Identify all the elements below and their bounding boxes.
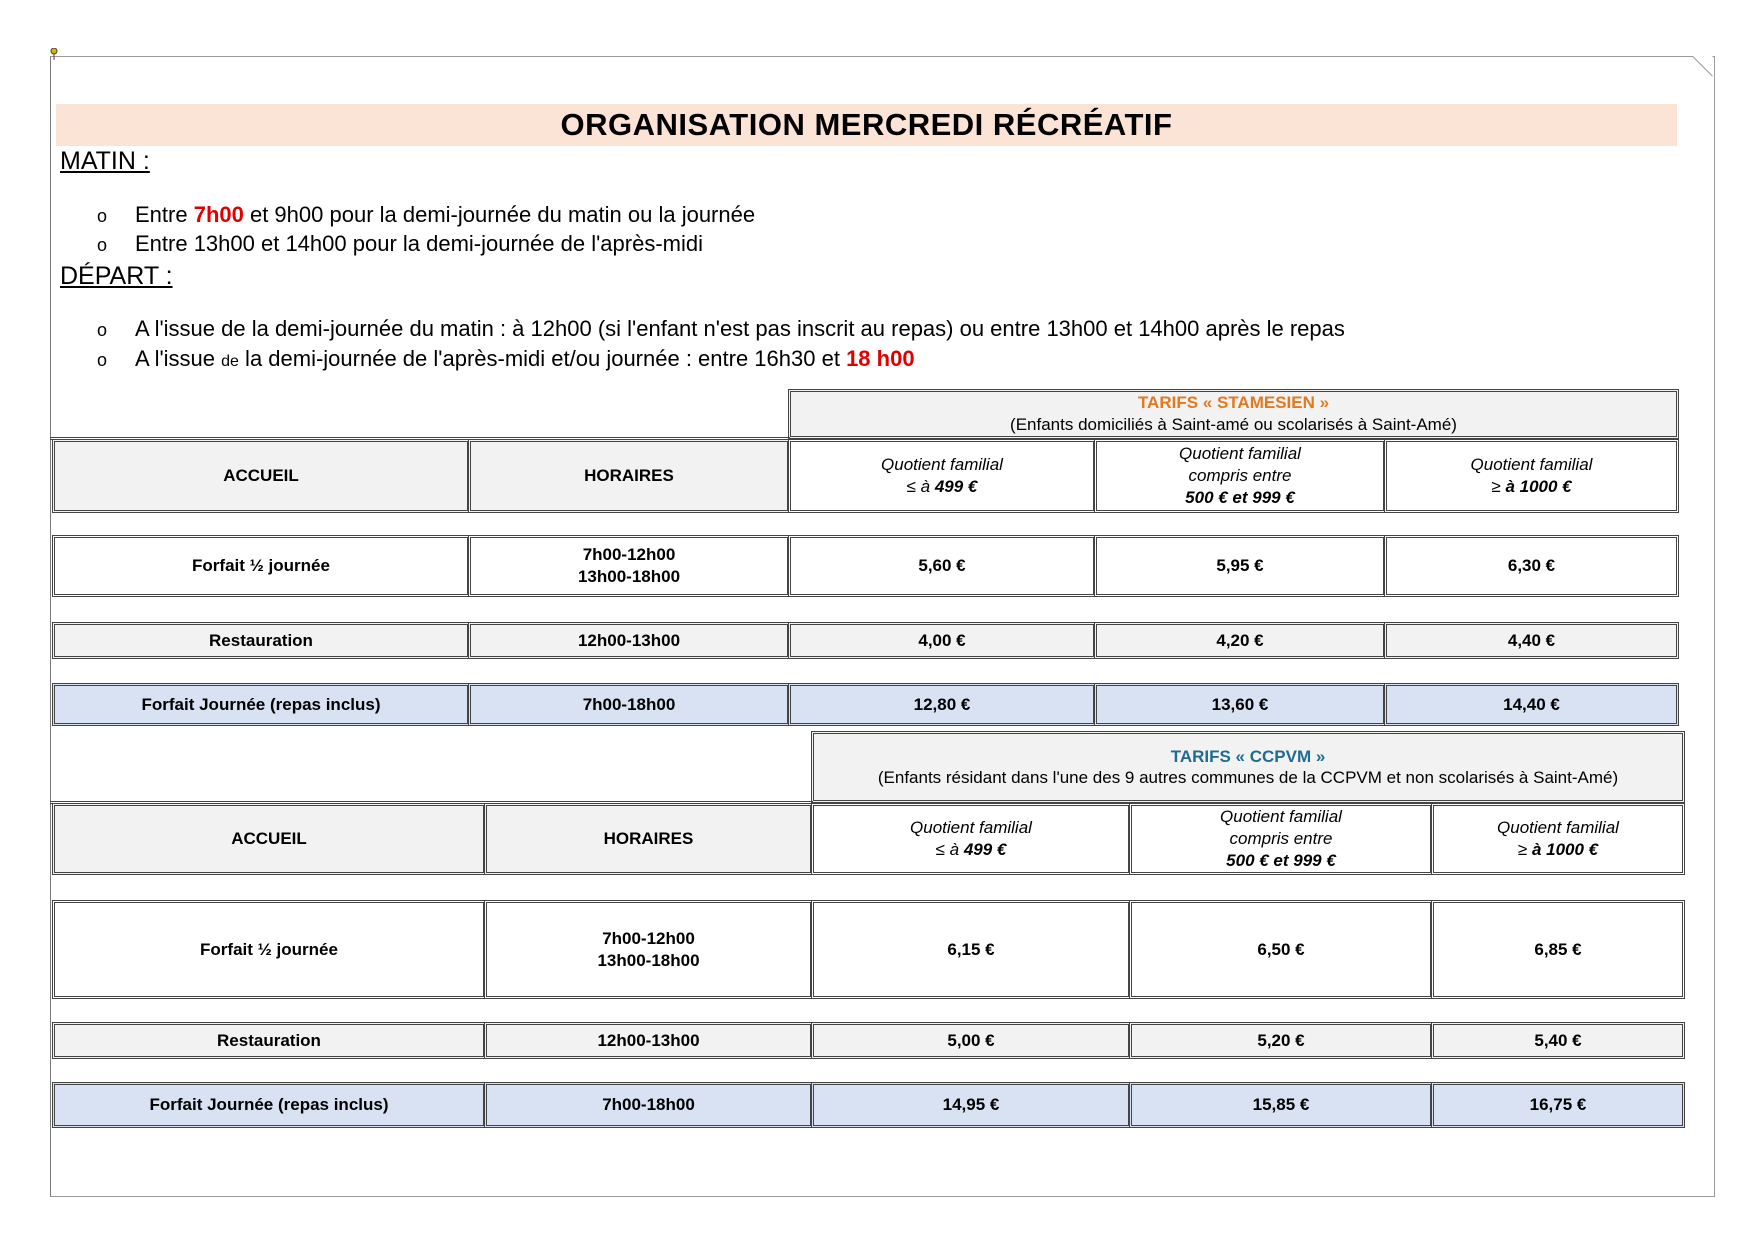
q2-label: Quotient familial xyxy=(1220,807,1342,826)
tarif-subtitle: (Enfants domiciliés à Saint-amé ou scolarisés à Saint-Amé) xyxy=(1010,415,1457,434)
col-quotient-2 xyxy=(1129,803,1433,875)
matin-bullet-2 xyxy=(97,231,703,257)
price-q2: 13,60 € xyxy=(1094,683,1386,726)
price-q3: 4,40 € xyxy=(1384,622,1679,659)
col-quotient-1 xyxy=(811,803,1131,875)
matin-heading: MATIN : xyxy=(60,147,150,175)
bullet-icon: o xyxy=(97,320,108,340)
depart-line2-de: de xyxy=(221,353,239,370)
depart-bullet-1 xyxy=(97,316,1345,342)
price-q3: 16,75 € xyxy=(1431,1082,1685,1128)
row-label: Forfait Journée (repas inclus) xyxy=(52,1082,486,1128)
col-accueil: ACCUEIL xyxy=(52,439,470,513)
tarif-header xyxy=(788,389,1679,439)
page-title: ORGANISATION MERCREDI RÉCRÉATIF xyxy=(560,107,1173,142)
matin-line1-time: 7h00 xyxy=(193,202,244,227)
q3-prefix: ≥ xyxy=(1491,477,1506,496)
row-horaires: 12h00-13h00 xyxy=(468,622,790,659)
row-horaires: 12h00-13h00 xyxy=(484,1022,813,1059)
horaire-2: 13h00-18h00 xyxy=(597,950,700,970)
q3-label: Quotient familial xyxy=(1497,818,1619,837)
tarif-header xyxy=(811,731,1685,803)
bullet-icon: o xyxy=(97,235,108,255)
price-q2: 4,20 € xyxy=(1094,622,1386,659)
depart-bullet-2 xyxy=(97,346,915,372)
q2-between: compris entre xyxy=(1188,466,1292,485)
depart-line1: A l'issue de la demi-journée du matin : à 12h00 (si l'enfant n'est pas inscrit au repas) ou entre 13h00 et 14h00 après le repas xyxy=(135,316,1345,341)
bullet-icon: o xyxy=(97,206,108,226)
title-bar xyxy=(56,104,1677,146)
col-quotient-1 xyxy=(788,439,1096,513)
row-horaires xyxy=(468,535,790,597)
price-q3: 14,40 € xyxy=(1384,683,1679,726)
matin-line1-a: Entre xyxy=(135,202,194,227)
q3-value: à 1000 € xyxy=(1531,840,1599,859)
price-q2: 6,50 € xyxy=(1129,900,1433,999)
bullet-icon: o xyxy=(97,350,108,370)
row-label: Restauration xyxy=(52,622,470,659)
depart-line2-time: 18 h00 xyxy=(846,346,915,371)
price-q2: 15,85 € xyxy=(1129,1082,1433,1128)
q1-value: 499 € xyxy=(963,840,1007,859)
q3-value: à 1000 € xyxy=(1505,477,1572,496)
q1-value: 499 € xyxy=(934,477,978,496)
col-accueil: ACCUEIL xyxy=(52,803,486,875)
price-q3: 6,30 € xyxy=(1384,535,1679,597)
price-q2: 5,95 € xyxy=(1094,535,1386,597)
depart-heading: DÉPART : xyxy=(60,262,173,290)
row-label: Forfait ½ journée xyxy=(52,535,470,597)
price-q1: 14,95 € xyxy=(811,1082,1131,1128)
price-q3: 6,85 € xyxy=(1431,900,1685,999)
q2-value: 500 € et 999 € xyxy=(1185,488,1295,507)
price-q3: 5,40 € xyxy=(1431,1022,1685,1059)
q2-label: Quotient familial xyxy=(1179,444,1301,463)
depart-line2-a: A l'issue xyxy=(135,346,222,371)
price-q1: 5,60 € xyxy=(788,535,1096,597)
row-horaires: 7h00-18h00 xyxy=(468,683,790,726)
horaire-2: 13h00-18h00 xyxy=(577,567,681,586)
col-horaires: HORAIRES xyxy=(484,803,813,875)
q1-prefix: ≤ à xyxy=(935,840,964,859)
q2-between: compris entre xyxy=(1229,829,1333,848)
pin-icon xyxy=(50,48,58,60)
q2-value: 500 € et 999 € xyxy=(1226,851,1336,870)
matin-line1-b: et 9h00 pour la demi-journée du matin ou la journée xyxy=(243,202,756,227)
row-label: Restauration xyxy=(52,1022,486,1059)
q1-label: Quotient familial xyxy=(910,818,1032,837)
row-horaires xyxy=(484,900,813,999)
price-q1: 6,15 € xyxy=(811,900,1131,999)
tarif-title: TARIFS « CCPVM » xyxy=(1170,747,1326,766)
tarif-title: TARIFS « STAMESIEN » xyxy=(1137,393,1330,412)
q1-label: Quotient familial xyxy=(881,455,1003,474)
col-quotient-2 xyxy=(1094,439,1386,513)
row-horaires: 7h00-18h00 xyxy=(484,1082,813,1128)
col-quotient-3 xyxy=(1431,803,1685,875)
matin-bullet-1 xyxy=(97,202,755,228)
price-q1: 5,00 € xyxy=(811,1022,1131,1059)
depart-line2-b: la demi-journée de l'après-midi et/ou journée : entre 16h30 et xyxy=(238,346,847,371)
horaire-1: 7h00-12h00 xyxy=(582,545,676,564)
price-q1: 12,80 € xyxy=(788,683,1096,726)
q1-prefix: ≤ à xyxy=(906,477,935,496)
col-quotient-3 xyxy=(1384,439,1679,513)
col-horaires: HORAIRES xyxy=(468,439,790,513)
matin-line2: Entre 13h00 et 14h00 pour la demi-journée de l'après-midi xyxy=(135,231,703,256)
tarif-subtitle: (Enfants résidant dans l'une des 9 autres communes de la CCPVM et non scolarisés à Saint-Amé) xyxy=(877,768,1619,787)
q3-prefix: ≥ xyxy=(1517,840,1532,859)
price-q1: 4,00 € xyxy=(788,622,1096,659)
horaire-1: 7h00-12h00 xyxy=(602,928,695,948)
q3-label: Quotient familial xyxy=(1470,455,1593,474)
row-label: Forfait ½ journée xyxy=(52,900,486,999)
row-label: Forfait Journée (repas inclus) xyxy=(52,683,470,726)
price-q2: 5,20 € xyxy=(1129,1022,1433,1059)
